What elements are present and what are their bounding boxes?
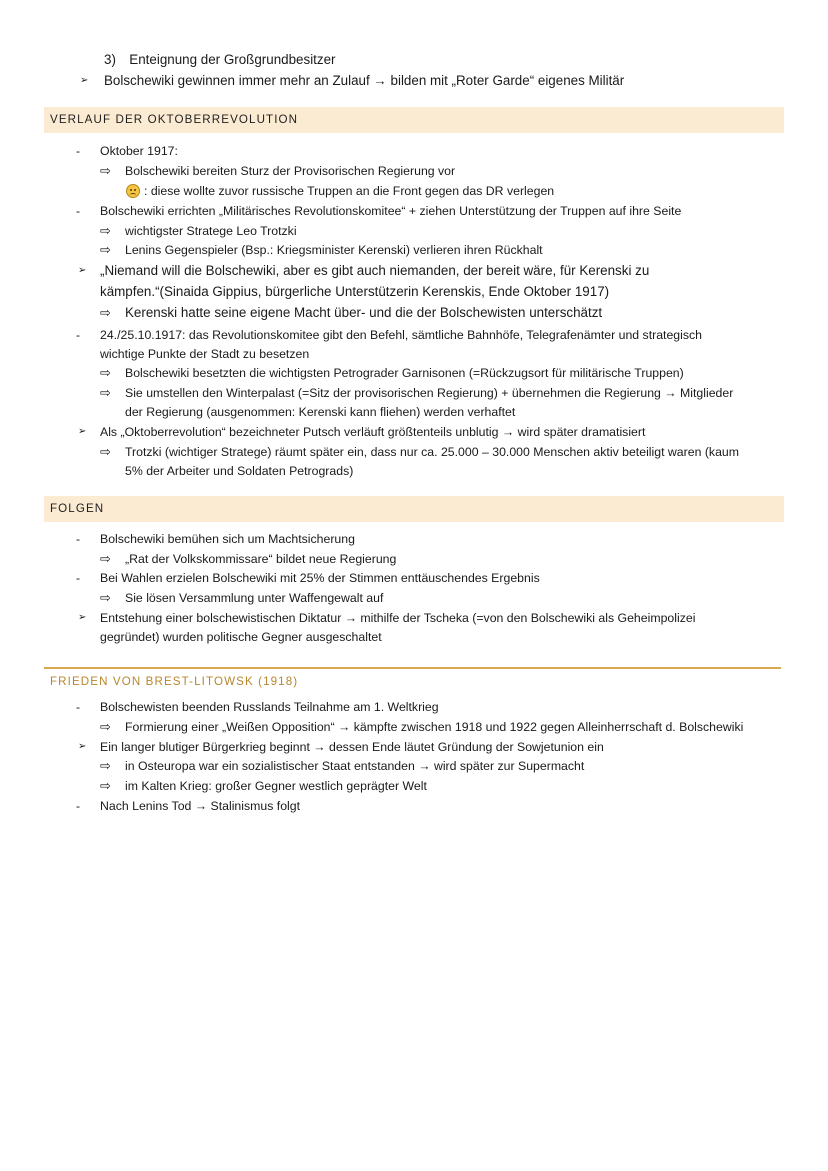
section-divider bbox=[44, 667, 781, 669]
triangle-bullet-icon: ➢ bbox=[80, 75, 89, 86]
quote-line: kämpfen.“(Sinaida Gippius, bürgerliche Unterstützerin Kerenskis, Ende Oktober 1917) bbox=[100, 284, 610, 299]
text-line: der Regierung (ausgenommen: Kerenski kann fliehen) werden verhaftet bbox=[125, 405, 516, 419]
dash-bullet-icon: - bbox=[76, 144, 80, 158]
text-line: wichtige Punkte der Stadt zu besetzen bbox=[100, 347, 310, 361]
arrow-bullet-icon: ⇨ bbox=[100, 758, 111, 773]
triangle-bullet-icon: ➢ bbox=[78, 741, 87, 752]
text-line: wichtigster Stratege Leo Trotzki bbox=[125, 224, 297, 238]
text-line: „Rat der Volkskommissare“ bildet neue Regierung bbox=[125, 552, 397, 566]
list-item-expropriation: 3) Enteignung der Großgrundbesitzer bbox=[104, 52, 336, 67]
triangle-bullet-icon: ➢ bbox=[78, 612, 87, 623]
arrow-bullet-icon: ⇨ bbox=[100, 385, 111, 400]
arrow-bullet-icon: ⇨ bbox=[100, 778, 111, 793]
section-heading-brest-litowsk: FRIEDEN VON BREST-LITOWSK (1918) bbox=[50, 675, 299, 688]
arrow-bullet-icon: ⇨ bbox=[100, 223, 111, 238]
text-line: im Kalten Krieg: großer Gegner westlich geprägter Welt bbox=[125, 779, 427, 793]
text-line: Bolschewisten beenden Russlands Teilnahme am 1. Weltkrieg bbox=[100, 700, 439, 714]
text-line: Trotzki (wichtiger Stratege) räumt später ein, dass nur ca. 25.000 – 30.000 Menschen aktiv beteiligt waren (kaum bbox=[125, 445, 740, 459]
section-heading-oktoberrevolution: VERLAUF DER OKTOBERREVOLUTION bbox=[44, 107, 784, 133]
text-line: Als „Oktoberrevolution“ bezeichneter Putsch verläuft größtenteils unblutig → wird später dramatisiert bbox=[100, 425, 646, 439]
text-line: in Osteuropa war ein sozialistischer Staat entstanden → wird später zur Supermacht bbox=[125, 759, 585, 773]
text-line: 24./25.10.1917: das Revolutionskomitee gibt den Befehl, sämtliche Bahnhöfe, Telegrafenämter und strategisch bbox=[100, 328, 703, 342]
text-line: Sie umstellen den Winterpalast (=Sitz der provisorischen Regierung) + übernehmen die Regierung → Mitglieder bbox=[125, 386, 734, 400]
bullet-bolschewiki-zulauf: Bolschewiki gewinnen immer mehr an Zulauf → bilden mit „Roter Garde“ eigenes Militär bbox=[104, 73, 625, 88]
text-line: Ein langer blutiger Bürgerkrieg beginnt → dessen Ende läutet Gründung der Sowjetunion ein bbox=[100, 740, 604, 754]
triangle-bullet-icon: ➢ bbox=[78, 265, 87, 276]
text-line: 5% der Arbeiter und Soldaten Petrograds) bbox=[125, 464, 354, 478]
arrow-bullet-icon: ⇨ bbox=[100, 444, 111, 459]
sad-face-icon bbox=[126, 184, 140, 198]
dash-bullet-icon: - bbox=[76, 571, 80, 585]
dash-bullet-icon: - bbox=[76, 532, 80, 546]
text-line: Bolschewiki bemühen sich um Machtsicherung bbox=[100, 532, 355, 546]
text-line: Formierung einer „Weißen Opposition“ → kämpfte zwischen 1918 und 1922 gegen Alleinherrschaft d. Bolschewiki bbox=[125, 720, 744, 734]
text-line: Bei Wahlen erzielen Bolschewiki mit 25% der Stimmen enttäuschendes Ergebnis bbox=[100, 571, 540, 585]
triangle-bullet-icon: ➢ bbox=[78, 426, 87, 437]
arrow-bullet-icon: ⇨ bbox=[100, 242, 111, 257]
dash-bullet-icon: - bbox=[76, 799, 80, 813]
text-line: Bolschewiki errichten „Militärisches Revolutionskomitee“ + ziehen Unterstützung der Truppen auf ihre Seite bbox=[100, 204, 682, 218]
quote-line: „Niemand will die Bolschewiki, aber es gibt auch niemanden, der bereit wäre, für Kerenski zu bbox=[100, 263, 650, 278]
text-line: Lenins Gegenspieler (Bsp.: Kriegsminister Kerenski) verlieren ihren Rückhalt bbox=[125, 243, 543, 257]
dash-bullet-icon: - bbox=[76, 204, 80, 218]
arrow-bullet-icon: ⇨ bbox=[100, 551, 111, 566]
text-line: Kerenski hatte seine eigene Macht über- und die der Bolschewisten unterschätzt bbox=[125, 305, 603, 320]
text-line: Nach Lenins Tod → Stalinismus folgt bbox=[100, 799, 301, 813]
text-line: Entstehung einer bolschewistischen Diktatur → mithilfe der Tscheka (=von den Bolschewiki als Geheimpolizei bbox=[100, 611, 696, 625]
arrow-bullet-icon: ⇨ bbox=[100, 365, 111, 380]
dash-bullet-icon: - bbox=[76, 328, 80, 342]
text-line: Bolschewiki besetzten die wichtigsten Petrograder Garnisonen (=Rückzugsort für militärische Truppen) bbox=[125, 366, 684, 380]
text-line: : diese wollte zuvor russische Truppen an die Front gegen das DR verlegen bbox=[144, 184, 555, 198]
text-line: Oktober 1917: bbox=[100, 144, 178, 158]
arrow-bullet-icon: ⇨ bbox=[100, 163, 111, 178]
text-line: Bolschewiki bereiten Sturz der Provisorischen Regierung vor bbox=[125, 164, 456, 178]
text-line: gegründet) wurden politische Gegner ausgeschaltet bbox=[100, 630, 382, 644]
arrow-bullet-icon: ⇨ bbox=[100, 719, 111, 734]
text-line: Sie lösen Versammlung unter Waffengewalt auf bbox=[125, 591, 384, 605]
arrow-bullet-icon: ⇨ bbox=[100, 590, 111, 605]
arrow-bullet-icon: ⇨ bbox=[100, 305, 111, 320]
section-heading-folgen: FOLGEN bbox=[44, 496, 784, 522]
dash-bullet-icon: - bbox=[76, 700, 80, 714]
